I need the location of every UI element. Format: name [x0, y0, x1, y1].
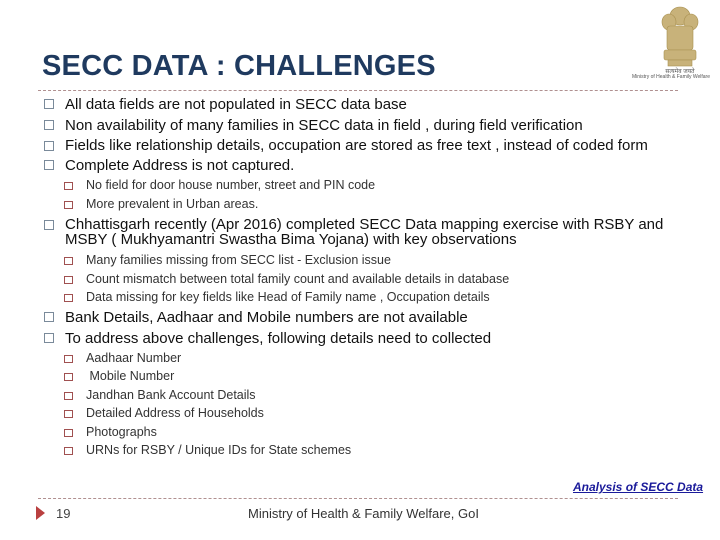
- sub-bullet-item: No field for door house number, street and PIN code: [44, 178, 684, 193]
- square-bullet-icon: [44, 141, 54, 151]
- analysis-of-secc-data-link[interactable]: Analysis of SECC Data: [573, 480, 704, 494]
- bullet-item: Chhattisgarh recently (Apr 2016) completed SECC Data mapping exercise with RSBY and MSBY ( Mukhyamantri Swastha Bima Yojana) with key observations: [44, 217, 684, 247]
- title-divider: [38, 90, 678, 91]
- square-bullet-icon: [44, 312, 54, 322]
- footer-text: Ministry of Health & Family Welfare, GoI: [248, 506, 479, 521]
- sub-bullet-item: Aadhaar Number: [44, 351, 684, 366]
- square-bullet-icon: [64, 182, 73, 190]
- slide-body: [44, 96, 684, 462]
- sub-bullet-item: Mobile Number: [44, 369, 684, 384]
- bullet-item: Fields like relationship details, occupation are stored as free text , instead of coded form: [44, 138, 684, 153]
- emblem-hindi-text: सत्यमेव जयते: [665, 69, 695, 75]
- sub-bullet-item: Jandhan Bank Account Details: [44, 388, 684, 403]
- bullet-item: Bank Details, Aadhaar and Mobile numbers are not available: [44, 309, 684, 326]
- sub-bullet-item: Photographs: [44, 425, 684, 440]
- page-number: 19: [56, 506, 71, 521]
- footer-arrow-icon: [36, 506, 45, 520]
- sub-bullet-item: Count mismatch between total family count and available details in database: [44, 272, 684, 287]
- sub-bullet-item: URNs for RSBY / Unique IDs for State schemes: [44, 443, 684, 458]
- square-bullet-icon: [64, 276, 73, 284]
- square-bullet-icon: [64, 257, 73, 265]
- bullet-item: Complete Address is not captured.: [44, 157, 684, 174]
- bullet-item: Non availability of many families in SECC data in field , during field verification: [44, 117, 684, 134]
- sub-bullet-item: More prevalent in Urban areas.: [44, 197, 684, 212]
- emblem-caption: Ministry of Health & Family Welfare: [632, 74, 710, 80]
- footer-divider: [38, 498, 678, 499]
- square-bullet-icon: [64, 429, 73, 437]
- square-bullet-icon: [64, 392, 73, 400]
- square-bullet-icon: [64, 294, 73, 302]
- sub-bullet-item: Detailed Address of Households: [44, 406, 684, 421]
- sub-bullet-item: Many families missing from SECC list - Exclusion issue: [44, 253, 684, 268]
- square-bullet-icon: [44, 120, 54, 130]
- square-bullet-icon: [64, 447, 73, 455]
- square-bullet-icon: [44, 220, 54, 230]
- square-bullet-icon: [64, 355, 73, 363]
- square-bullet-icon: [44, 333, 54, 343]
- square-bullet-icon: [44, 99, 54, 109]
- slide-title: SECC DATA : CHALLENGES: [42, 50, 436, 82]
- square-bullet-icon: [64, 410, 73, 418]
- sub-bullet-item: Data missing for key fields like Head of Family name , Occupation details: [44, 290, 684, 305]
- bullet-item: All data fields are not populated in SECC data base: [44, 96, 684, 113]
- square-bullet-icon: [44, 160, 54, 170]
- square-bullet-icon: [64, 373, 73, 381]
- national-emblem-icon: [640, 2, 720, 84]
- bullet-item: To address above challenges, following details need to collected: [44, 330, 684, 347]
- square-bullet-icon: [64, 201, 73, 209]
